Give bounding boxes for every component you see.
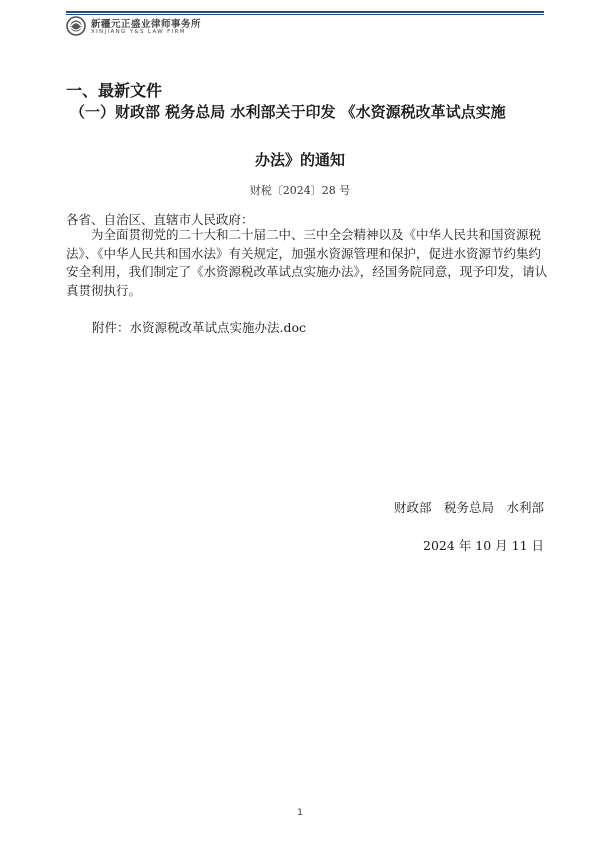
- firm-logo-icon: [66, 16, 86, 36]
- notice-title-line1: （一）财政部 税务总局 水利部关于印发 《水资源税改革试点实施: [70, 103, 506, 121]
- section-title: 一、最新文件: [66, 81, 163, 100]
- salutation: 各省、自治区、直辖市人民政府：: [66, 212, 254, 227]
- notice-title-line2: 办法》的通知: [254, 151, 345, 169]
- firm-name-cn: 新疆元正盛业律师事务所: [91, 19, 202, 30]
- attachment-link[interactable]: 附件：水资源税改革试点实施办法.doc: [92, 320, 307, 335]
- firm-name-en: XINJIANG Y&S LAW FIRM: [91, 29, 186, 35]
- document-number: 财税〔2024〕28 号: [249, 184, 351, 197]
- issuing-authorities: 财政部 税务总局 水利部: [393, 500, 544, 515]
- page-number: 1: [297, 808, 303, 818]
- issue-date: 2024 年 10 月 11 日: [423, 538, 544, 553]
- letterhead: [66, 12, 544, 40]
- body-paragraph: 为全面贯彻党的二十大和二十届二中、三中全会精神以及《中华人民共和国资源税法》、《中华人民共和国水法》有关规定，加强水资源管理和保护，促进水资源节约集约安全利用，我们制定了《水资源税改革试点实施办法》，经国务院同意，现予印发，请认真贯彻执行。: [66, 227, 548, 298]
